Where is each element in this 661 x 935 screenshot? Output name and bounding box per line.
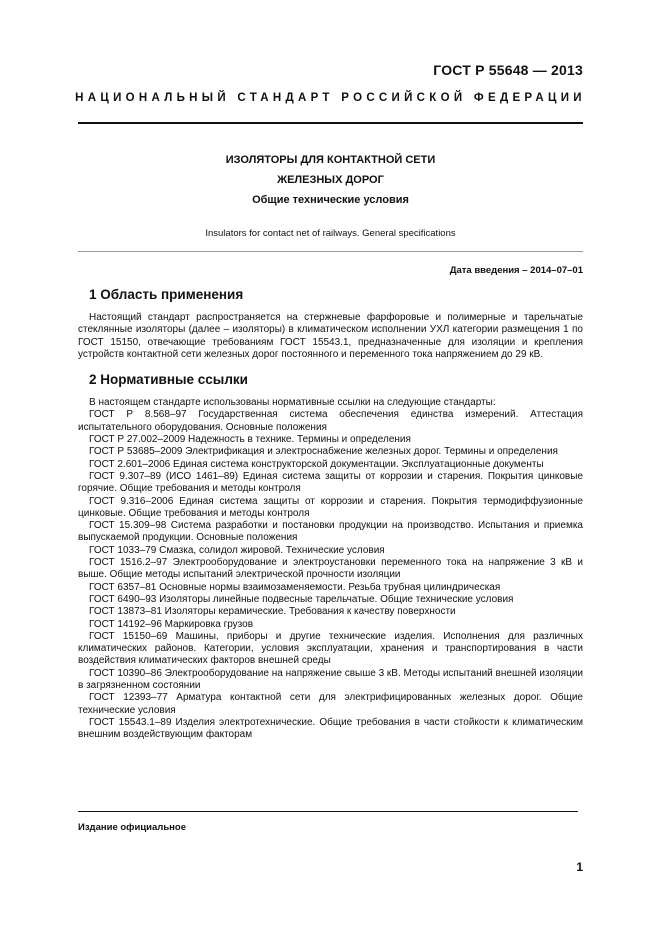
- title-line-2: ЖЕЛЕЗНЫХ ДОРОГ: [277, 174, 384, 186]
- section-1-heading: 1 Область применения: [89, 287, 244, 302]
- reference-item: ГОСТ 14192–96 Маркировка грузов: [89, 618, 254, 630]
- title-line-1: ИЗОЛЯТОРЫ ДЛЯ КОНТАКТНОЙ СЕТИ: [225, 154, 436, 166]
- reference-item: ГОСТ 6490–93 Изоляторы линейные подвесные тарельчатые. Общие технические условия: [89, 593, 514, 605]
- reference-item: ГОСТ 12393–77 Арматура контактной сети для электрифицированных железных дорог. Общие технические условия: [78, 692, 583, 716]
- section-1-paragraph: Настоящий стандарт распространяется на стержневые фарфоровые и полимерные и тарельчатые стеклянные изоляторы (далее – изоляторы) в климатическом исполнении УХЛ категории размещения 1 по ГОСТ 15150, отвечающие требованиям ГОСТ 15543.1, предназначенные для изоляции и крепления устройств контактной сети железных дорог постоянного и переменного тока напряжением до 29 кВ.: [78, 312, 583, 360]
- standard-header: НАЦИОНАЛЬНЫЙ СТАНДАРТ РОССИЙСКОЙ ФЕДЕРАЦИИ: [75, 92, 586, 104]
- section-2-heading: 2 Нормативные ссылки: [89, 372, 248, 388]
- reference-item: ГОСТ Р 53685–2009 Электрификация и электроснабжение железных дорог. Термины и определения: [89, 446, 558, 458]
- title-divider: [78, 251, 583, 252]
- reference-item: В настоящем стандарте использованы нормативные ссылки на следующие стандарты:: [89, 397, 496, 409]
- reference-item: ГОСТ 15.309–98 Система разработки и постановки продукции на производство. Испытания и приемка выпускаемой продукции. Основные положения: [78, 520, 583, 544]
- footer-divider: [78, 811, 578, 812]
- reference-item: ГОСТ 13873–81 Изоляторы керамические. Требования к качеству поверхности: [89, 606, 456, 618]
- main-content: [78, 286, 583, 742]
- reference-item: ГОСТ 1516.2–97 Электрооборудование и электроустановки переменного тока на напряжение 3 кВ и выше. Общие методы испытаний электрической прочности изоляции: [78, 557, 583, 581]
- title-subtitle: Общие технические условия: [252, 194, 409, 206]
- reference-item: ГОСТ 15543.1–89 Изделия электротехнические. Общие требования в части стойкости к климатическим внешним воздействующим факторам: [78, 716, 583, 741]
- reference-item: ГОСТ 6357–81 Основные нормы взаимозаменяемости. Резьба трубная цилиндрическая: [89, 581, 501, 593]
- reference-item: ГОСТ 9.316–2006 Единая система защиты от коррозии и старения. Покрытия термодиффузионные цинковые. Общие требования и методы контроля: [78, 495, 583, 519]
- introduction-date: Дата введения – 2014–07–01: [449, 265, 583, 276]
- reference-item: ГОСТ Р 8.568–97 Государственная система обеспечения единства измерений. Аттестация испытательного оборудования. Основные положения: [78, 409, 583, 433]
- reference-item: ГОСТ 10390–86 Электрооборудование на напряжение свыше 3 кВ. Методы испытаний внешней изоляции в загрязненном состоянии: [78, 667, 583, 692]
- reference-item: ГОСТ 2.601–2006 Единая система конструкторской документации. Эксплуатационные документы: [89, 458, 544, 470]
- english-title: Insulators for contact net of railways. General specifications: [205, 228, 456, 239]
- reference-item: ГОСТ 1033–79 Смазка, солидол жировой. Технические условия: [89, 544, 385, 556]
- document-title: [0, 150, 661, 210]
- reference-item: ГОСТ Р 27.002–2009 Надежность в технике. Термины и определения: [89, 434, 411, 446]
- header-divider: [78, 122, 583, 124]
- page-number: 1: [576, 860, 583, 874]
- reference-item: ГОСТ 9.307–89 (ИСО 1461–89) Единая система защиты от коррозии и старения. Покрытия цинковые горячие. Общие требования и методы контроля: [78, 470, 583, 495]
- document-code: ГОСТ Р 55648 — 2013: [433, 62, 583, 78]
- reference-item: ГОСТ 15150–69 Машины, приборы и другие технические изделия. Исполнения для различных климатических районов. Категории, условия эксплуатации, хранения и транспортирования в части воздействия климатических факторов внешней среды: [78, 630, 583, 667]
- edition-label: Издание официальное: [78, 822, 186, 833]
